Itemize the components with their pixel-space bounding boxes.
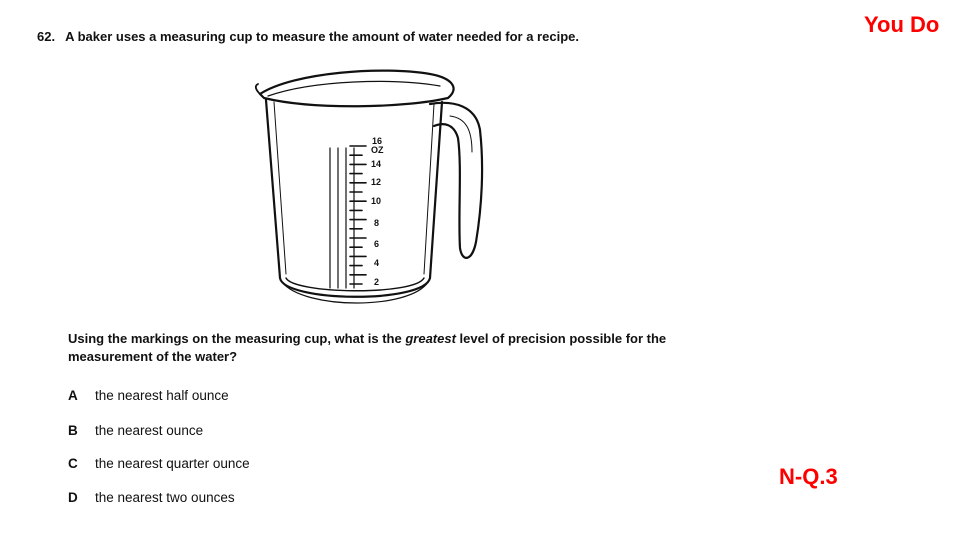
- choice-c[interactable]: [68, 456, 250, 471]
- question-prompt: [68, 330, 708, 366]
- choice-text: the nearest two ounces: [95, 490, 235, 505]
- standard-code: N-Q.3: [779, 464, 838, 489]
- cup-marking-12: 12: [371, 177, 382, 187]
- question-stem: [37, 29, 579, 44]
- cup-marking-8: 8: [374, 218, 380, 228]
- measuring-cup-illustration: [254, 66, 494, 312]
- cup-marking-oz: OZ: [371, 145, 384, 155]
- prompt-text-end: level of precision possible for the measurement of the water?: [68, 331, 667, 364]
- choice-text: the nearest half ounce: [95, 388, 229, 403]
- question-number: 62.: [37, 29, 56, 44]
- choice-letter: D: [68, 490, 78, 505]
- choice-a[interactable]: [68, 388, 229, 403]
- choice-b[interactable]: [68, 423, 203, 438]
- cup-marking-10: 10: [371, 196, 382, 206]
- choice-text: the nearest ounce: [95, 423, 204, 438]
- you-do-label: You Do: [864, 12, 940, 37]
- question-text: A baker uses a measuring cup to measure the amount of water needed for a recipe.: [65, 29, 579, 44]
- cup-marking-4: 4: [374, 258, 380, 268]
- prompt-emphasis: greatest: [405, 331, 456, 346]
- choice-letter: C: [68, 456, 78, 471]
- prompt-text-start: Using the markings on the measuring cup, what is the: [68, 331, 406, 346]
- choice-text: the nearest quarter ounce: [95, 456, 250, 471]
- cup-marking-14: 14: [371, 159, 382, 169]
- choice-d[interactable]: [68, 490, 235, 505]
- cup-marking-6: 6: [374, 239, 380, 249]
- cup-marking-2: 2: [374, 277, 380, 287]
- cup-marking-16: 16: [372, 136, 383, 146]
- choice-letter: A: [68, 388, 78, 403]
- choice-letter: B: [68, 423, 78, 438]
